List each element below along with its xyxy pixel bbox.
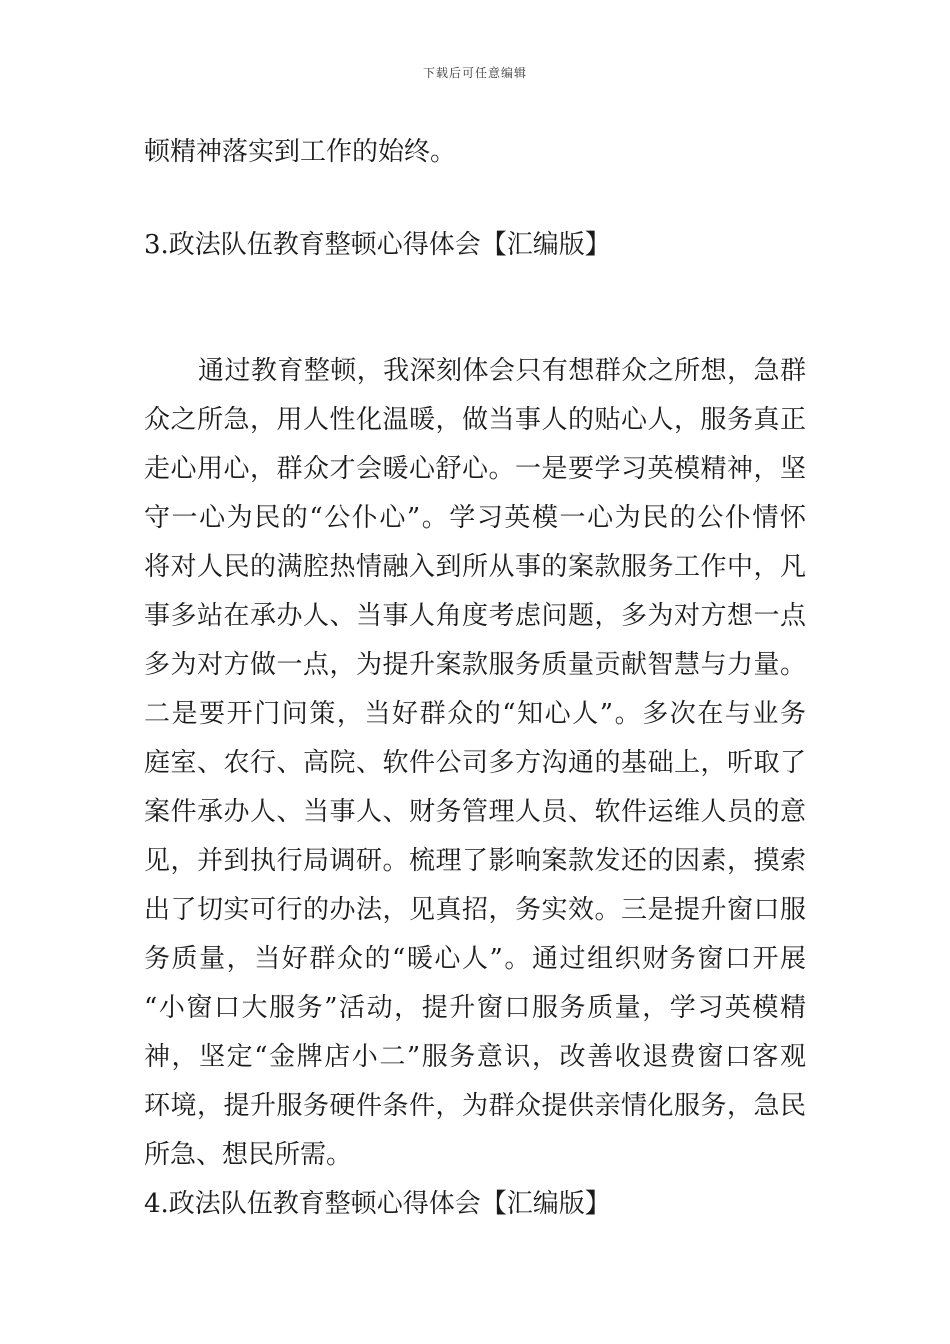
section-4-title: 4.政法队伍教育整顿心得体会【汇编版】	[144, 1189, 611, 1219]
paragraph-line: 守一心为民的“公仆心”。学习英模一心为民的公仆情怀	[144, 503, 806, 533]
section-3-title: 3.政法队伍教育整顿心得体会【汇编版】	[144, 230, 611, 260]
paragraph-line: 环境，提升服务硬件条件，为群众提供亲情化服务，急民	[144, 1091, 806, 1121]
section-3-paragraph	[144, 347, 806, 1180]
paragraph-line: 二是要开门问策，当好群众的“知心人”。多次在与业务	[144, 699, 806, 729]
paragraph-line: “小窗口大服务”活动，提升窗口服务质量，学习英模精	[144, 993, 806, 1023]
paragraph-line: 走心用心，群众才会暖心舒心。一是要学习英模精神，坚	[144, 454, 806, 484]
paragraph-line: 务质量，当好群众的“暖心人”。通过组织财务窗口开展	[144, 944, 806, 974]
paragraph-line: 所急、想民所需。	[144, 1140, 353, 1170]
paragraph-line: 事多站在承办人、当事人角度考虑问题，多为对方想一点	[144, 601, 806, 631]
paragraph-line: 出了切实可行的办法，见真招，务实效。三是提升窗口服	[144, 895, 806, 925]
document-body	[144, 128, 806, 1229]
paragraph-line: 通过教育整顿，我深刻体会只有想群众之所想，急群	[198, 356, 806, 386]
paragraph-line: 见，并到执行局调研。梳理了影响案款发还的因素，摸索	[144, 846, 806, 876]
paragraph-line: 庭室、农行、高院、软件公司多方沟通的基础上，听取了	[144, 748, 806, 778]
paragraph-line: 神，坚定“金牌店小二”服务意识，改善收退费窗口客观	[144, 1042, 806, 1072]
spacer	[144, 177, 806, 221]
header-note: 下载后可任意编辑	[422, 66, 527, 80]
spacer	[144, 270, 806, 347]
intro-tail-line: 顿精神落实到工作的始终。	[144, 137, 457, 167]
paragraph-line: 案件承办人、当事人、财务管理人员、软件运维人员的意	[144, 797, 806, 827]
paragraph-line: 多为对方做一点，为提升案款服务质量贡献智慧与力量。	[144, 650, 806, 680]
paragraph-line: 将对人民的满腔热情融入到所从事的案款服务工作中，凡	[144, 552, 806, 582]
paragraph-line: 众之所急，用人性化温暖，做当事人的贴心人，服务真正	[144, 405, 806, 435]
